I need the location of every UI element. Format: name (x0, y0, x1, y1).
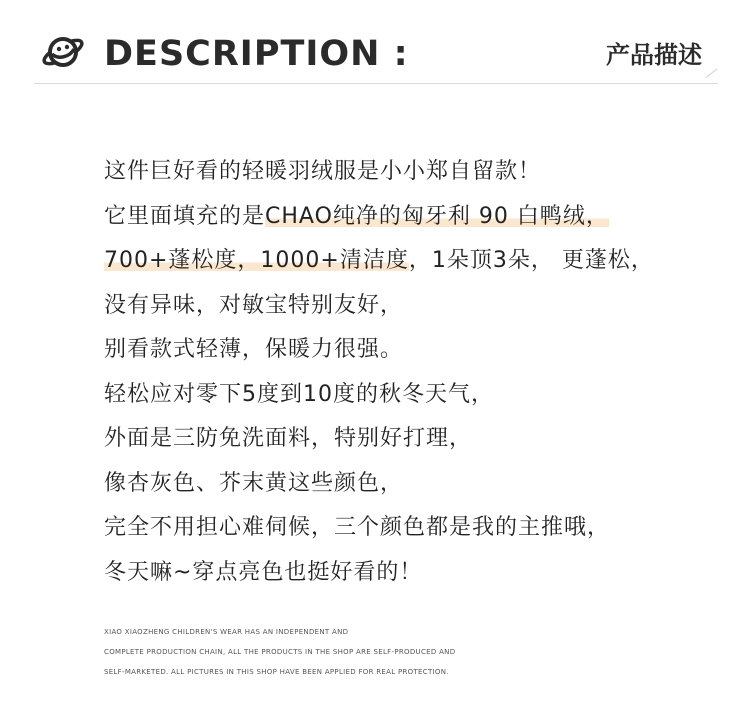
description-line: 外面是三防免洗面料，特别好打理， (104, 426, 473, 451)
description-line: 别看款式轻薄，保暖力很强。 (104, 337, 404, 362)
footer-line: COMPLETE PRODUCTION CHAIN, ALL THE PRODUCTS IN THE SHOP ARE SELF-PRODUCED AND (104, 648, 456, 656)
header (0, 0, 750, 90)
highlighted-text: 700+蓬松度，1000+清洁度 (104, 248, 409, 273)
description-line: 冬天嘛~穿点亮色也挺好看的！ (104, 559, 423, 585)
divider-accent (706, 68, 718, 77)
footer-line: XIAO XIAOZHENG CHILDREN'S WEAR HAS AN INDEPENDENT AND (104, 628, 349, 636)
description-line: 完全不用担心难伺候，三个颜色都是我的主推哦， (104, 515, 611, 540)
page-title: DESCRIPTION : (104, 34, 409, 74)
description-line: 轻松应对零下5度到10度的秋冬天气， (104, 381, 494, 407)
footer-note (104, 622, 624, 682)
description-text: ，1朵顶3朵， 更蓬松， (408, 248, 654, 273)
description-line: 这件巨好看的轻暖羽绒服是小小郑自留款！ (104, 159, 542, 184)
footer-line: SELF-MARKETED. ALL PICTURES IN THIS SHOP HAVE BEEN APPLIED FOR REAL PROTECTION. (104, 668, 449, 676)
description-line: 像杏灰色、芥末黄这些颜色， (104, 470, 404, 496)
planet-icon (40, 32, 86, 72)
highlighted-text: CHAO纯净的匈牙利 90 白鸭绒， (265, 203, 609, 229)
description-body (104, 150, 724, 595)
divider (34, 83, 718, 84)
description-line: 没有异味，对敏宝特别友好， (104, 292, 404, 318)
description-line (104, 195, 724, 240)
page-title-cn: 产品描述 (606, 41, 702, 69)
description-text: 它里面填充的是 (104, 203, 266, 229)
description-line (104, 239, 724, 284)
